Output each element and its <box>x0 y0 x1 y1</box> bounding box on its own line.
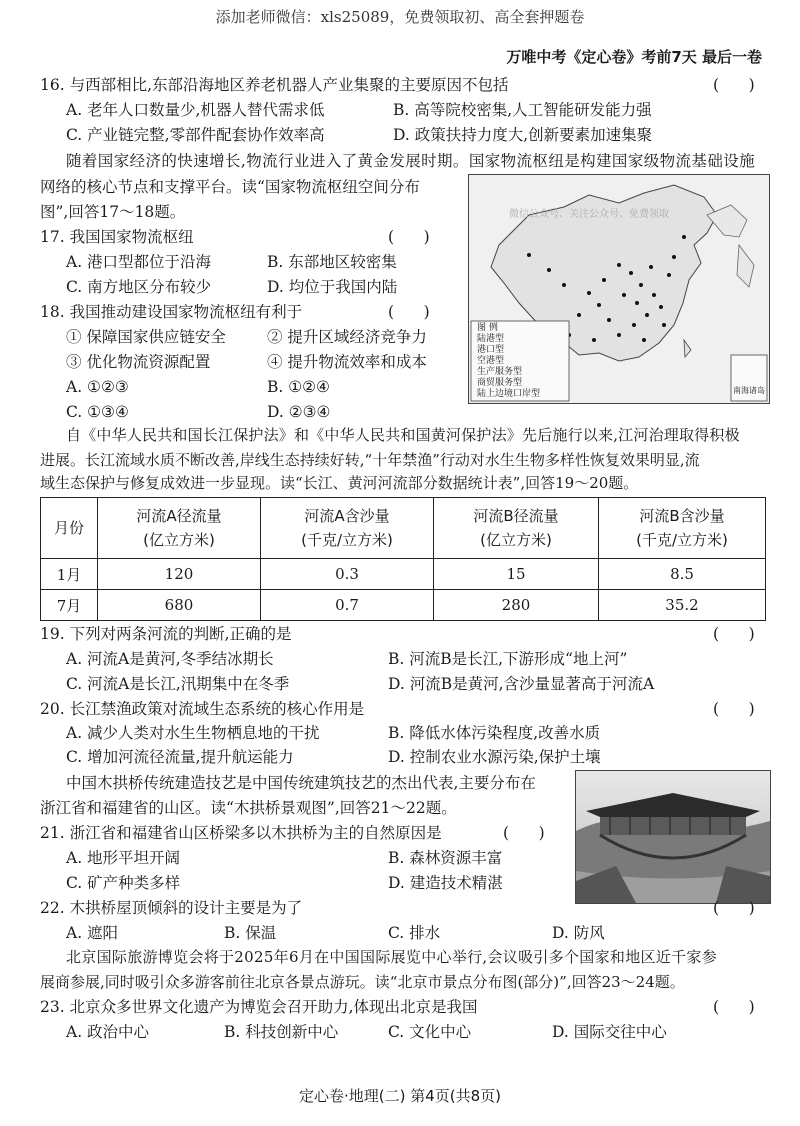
q23-stem: 23. 北京众多世界文化遗产为博览会召开助力,体现出北京是我国 <box>40 998 478 1016</box>
table-row <box>41 559 766 590</box>
q19-answer-paren[interactable]: ( ) <box>713 625 755 643</box>
q16-option-a[interactable]: A. 老年人口数量少,机器人替代需求低 <box>66 101 325 119</box>
q16-option-b[interactable]: B. 高等院校密集,人工智能研发能力强 <box>393 101 652 119</box>
q23-option-a[interactable]: A. 政治中心 <box>66 1023 150 1041</box>
q20-option-c[interactable]: C. 增加河流径流量,提升航运能力 <box>66 748 294 766</box>
table-cell: 0.3 <box>261 559 434 590</box>
page-footer: 定心卷·地理(二) 第4页(共8页) <box>298 1087 502 1105</box>
q19-stem: 19. 下列对两条河流的判断,正确的是 <box>40 625 292 643</box>
intro19-line1: 自《中华人民共和国长江保护法》和《中华人民共和国黄河保护法》先后施行以来,江河治理取得积极 <box>66 426 740 444</box>
table-cell: 280 <box>434 590 599 621</box>
intro23-line1: 北京国际旅游博览会将于2025年6月在中国国际展览中心举行,会议吸引多个国家和地区近千家参 <box>66 948 717 966</box>
legend-item: 陆上边境口岸型 <box>477 389 541 399</box>
q18-item-4: ④ 提升物流效率和成本 <box>267 353 427 371</box>
q17-stem: 17. 我国国家物流枢纽 <box>40 228 194 246</box>
intro17-line2: 网络的核心节点和支撑平台。读“国家物流枢纽空间分布 <box>40 178 420 196</box>
legend-item: 生产服务型 <box>477 367 523 377</box>
legend-item: 陆港型 <box>477 334 505 344</box>
header-unit: (千克/立方米) <box>301 531 393 549</box>
south-sea-label: 南海诸岛 <box>733 386 765 395</box>
intro17-line1: 随着国家经济的快速增长,物流行业进入了黄金发展时期。国家物流枢纽是构建国家级物流基础设施 <box>66 152 756 170</box>
exam-header: 万唯中考《定心卷》考前7天 最后一卷 <box>506 48 762 66</box>
q16-answer-paren[interactable]: ( ) <box>713 76 755 94</box>
q21-option-b[interactable]: B. 森林资源丰富 <box>388 849 503 867</box>
q22-stem: 22. 木拱桥屋顶倾斜的设计主要是为了 <box>40 899 303 917</box>
q19-option-b[interactable]: B. 河流B是长江,下游形成“地上河” <box>388 650 628 668</box>
q23-option-b[interactable]: B. 科技创新中心 <box>224 1023 339 1041</box>
intro23-line2: 展商参展,同时吸引众多游客前往北京各景点游玩。读“北京市景点分布图(部分)”,回答23～24题。 <box>40 973 685 991</box>
table-cell: 680 <box>98 590 261 621</box>
q17-option-a[interactable]: A. 港口型都位于沿海 <box>66 253 212 271</box>
q18-answer-paren[interactable]: ( ) <box>388 303 430 321</box>
q17-option-b[interactable]: B. 东部地区较密集 <box>267 253 397 271</box>
q18-item-1: ① 保障国家供应链安全 <box>66 328 226 346</box>
q22-option-c[interactable]: C. 排水 <box>388 924 441 942</box>
q23-option-c[interactable]: C. 文化中心 <box>388 1023 472 1041</box>
table-row <box>41 590 766 621</box>
table-cell: 0.7 <box>261 590 434 621</box>
map-legend <box>477 323 540 400</box>
legend-title: 图 例 <box>477 323 498 333</box>
q18-stem: 18. 我国推动建设国家物流枢纽有利于 <box>40 303 303 321</box>
q21-option-c[interactable]: C. 矿产种类多样 <box>66 874 181 892</box>
logistics-hub-map <box>468 174 770 404</box>
q18-option-a[interactable]: A. ①②③ <box>66 378 129 396</box>
header-label: 河流A径流量 <box>136 507 222 525</box>
river-data-table <box>40 497 766 621</box>
q16-stem: 16. 与西部相比,东部沿海地区养老机器人产业集聚的主要原因不包括 <box>40 76 509 94</box>
q17-answer-paren[interactable]: ( ) <box>388 228 430 246</box>
table-header-cell <box>98 498 261 559</box>
q21-stem: 21. 浙江省和福建省山区桥梁多以木拱桥为主的自然原因是 <box>40 824 442 842</box>
q18-option-b[interactable]: B. ①②④ <box>267 378 330 396</box>
header-unit: (亿立方米) <box>143 531 215 549</box>
table-cell: 1月 <box>41 559 98 590</box>
q16-option-d[interactable]: D. 政策扶持力度大,创新要素加速集聚 <box>393 126 653 144</box>
legend-item: 空港型 <box>477 356 505 366</box>
intro21-line2: 浙江省和福建省的山区。读“木拱桥景观图”,回答21～22题。 <box>40 799 457 817</box>
q17-option-c[interactable]: C. 南方地区分布较少 <box>66 278 212 296</box>
legend-item: 商贸服务型 <box>477 378 523 388</box>
q23-option-d[interactable]: D. 国际交往中心 <box>552 1023 667 1041</box>
intro17-line3: 图”,回答17～18题。 <box>40 203 186 221</box>
table-header-cell <box>41 498 98 559</box>
intro19-line2: 进展。长江流域水质不断改善,岸线生态持续好转,“十年禁渔”行动对水生生物多样性恢复效果明显,流 <box>40 451 700 469</box>
intro21-line1: 中国木拱桥传统建造技艺是中国传统建筑技艺的杰出代表,主要分布在 <box>66 774 536 792</box>
q21-answer-paren[interactable]: ( ) <box>503 824 545 842</box>
header-unit: (千克/立方米) <box>636 531 728 549</box>
legend-item: 港口型 <box>477 345 505 355</box>
table-cell: 35.2 <box>599 590 766 621</box>
bridge-illustration <box>576 771 770 903</box>
q17-option-d[interactable]: D. 均位于我国内陆 <box>267 278 398 296</box>
header-label: 河流B径流量 <box>473 507 559 525</box>
map-watermark: 微信公众号、关注公众号、免费领取 <box>509 209 669 220</box>
table-cell: 120 <box>98 559 261 590</box>
q22-option-d[interactable]: D. 防风 <box>552 924 605 942</box>
table-header-cell <box>434 498 599 559</box>
header-label: 河流A含沙量 <box>304 507 390 525</box>
q18-option-d[interactable]: D. ②③④ <box>267 403 331 421</box>
q20-option-a[interactable]: A. 减少人类对水生生物栖息地的干扰 <box>66 724 320 742</box>
promo-banner: 添加老师微信：xls25089，免费领取初、高全套押题卷 <box>215 8 585 26</box>
q16-option-c[interactable]: C. 产业链完整,零部件配套协作效率高 <box>66 126 325 144</box>
q19-option-c[interactable]: C. 河流A是长江,汛期集中在冬季 <box>66 675 290 693</box>
q20-answer-paren[interactable]: ( ) <box>713 700 755 718</box>
table-cell: 15 <box>434 559 599 590</box>
header-label: 月份 <box>53 519 84 537</box>
q22-option-a[interactable]: A. 遮阳 <box>66 924 119 942</box>
table-header-cell <box>261 498 434 559</box>
q18-item-3: ③ 优化物流资源配置 <box>66 353 211 371</box>
wooden-arch-bridge-photo <box>575 770 771 904</box>
q23-answer-paren[interactable]: ( ) <box>713 998 755 1016</box>
q22-answer-paren[interactable]: ( ) <box>713 899 755 917</box>
header-unit: (亿立方米) <box>480 531 552 549</box>
q20-stem: 20. 长江禁渔政策对流域生态系统的核心作用是 <box>40 700 365 718</box>
table-cell: 8.5 <box>599 559 766 590</box>
q21-option-d[interactable]: D. 建造技术精湛 <box>388 874 503 892</box>
header-label: 河流B含沙量 <box>639 507 725 525</box>
table-cell: 7月 <box>41 590 98 621</box>
q19-option-d[interactable]: D. 河流B是黄河,含沙量显著高于河流A <box>388 675 655 693</box>
q19-option-a[interactable]: A. 河流A是黄河,冬季结冰期长 <box>66 650 274 668</box>
table-header-cell <box>599 498 766 559</box>
q18-item-2: ② 提升区域经济竞争力 <box>267 328 427 346</box>
q20-option-d[interactable]: D. 控制农业水源污染,保护土壤 <box>388 748 601 766</box>
q20-option-b[interactable]: B. 降低水体污染程度,改善水质 <box>388 724 601 742</box>
q18-option-c[interactable]: C. ①③④ <box>66 403 129 421</box>
table-header-row <box>41 498 766 559</box>
q21-option-a[interactable]: A. 地形平坦开阔 <box>66 849 181 867</box>
q22-option-b[interactable]: B. 保温 <box>224 924 277 942</box>
intro19-line3: 域生态保护与修复成效进一步显现。读“长江、黄河河流部分数据统计表”,回答19～20题。 <box>40 474 639 492</box>
